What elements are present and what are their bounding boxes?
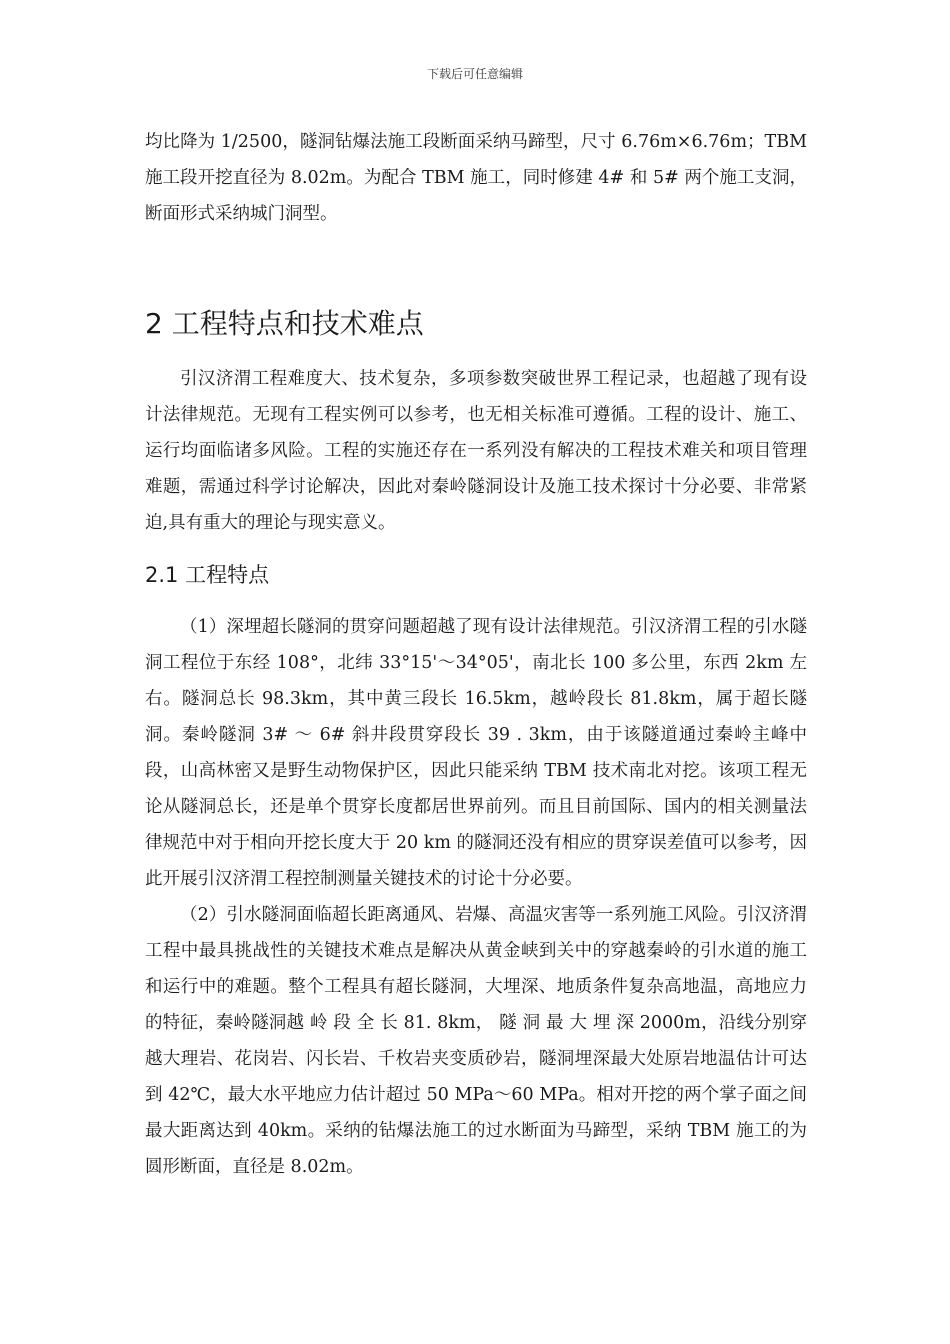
section-2-paragraph: 引汉济渭工程难度大、技术复杂，多项参数突破世界工程记录，也超越了现有设计法律规范。无现有工程实例可以参考，也无相关标准可遵循。工程的设计、施工、运行均面临诸多风险。工程的实施还存在一系列没有解决的工程技术难关和项目管理难题，需通过科学讨论解决，因此对秦岭隧洞设计及施工技术探讨十分必要、非常紧迫,具有重大的理论与现实意义。 [145,369,807,533]
page-header: 下载后可任意编辑 [426,67,523,81]
section-2-heading: 2 工程特点和技术难点 [145,307,424,340]
section-2-1-block [145,609,807,1185]
section-2-block [145,361,807,541]
section-2-1-heading: 2.1 工程特点 [145,563,270,587]
section-2-1-paragraph-2: （2）引水隧洞面临超长距离通风、岩爆、高温灾害等一系列施工风险。引汉济渭工程中最具挑战性的关键技术难点是解决从黄金峡到关中的穿越秦岭的引水道的施工和运行中的难题。整个工程具有超长隧洞，大埋深、地质条件复杂高地温，高地应力的特征，秦岭隧洞越 岭 段 全 长 81. 8km， 隧 洞 最 大 埋 深 2000m，沿线分别穿越大理岩、花岗岩、闪长岩、千枚岩夹变质砂岩，隧洞埋深最大处原岩地温估计可达到 42℃，最大水平地应力估计超过 50 MPa～60 MPa。相对开挖的两个掌子面之间最大距离达到 40km。采纳的钻爆法施工的过水断面为马蹄型，采纳 TBM 施工的为圆形断面，直径是 8.02m。 [145,905,807,1177]
section-2-1-paragraph-1: （1）深埋超长隧洞的贯穿问题超越了现有设计法律规范。引汉济渭工程的引水隧洞工程位于东经 108°，北纬 33°15'～34°05'，南北长 100 多公里，东西 2km 左右。隧洞总长 98.3km，其中黄三段长 16.5km，越岭段长 81.8km，属于超长隧洞。秦岭隧洞 3# ～ 6# 斜井段贯穿段长 39 . 3km，由于该隧道通过秦岭主峰中段，山高林密又是野生动物保护区，因此只能采纳 TBM 技术南北对挖。该项工程无论从隧洞总长，还是单个贯穿长度都居世界前列。而且目前国际、国内的相关测量法律规范中对于相向开挖长度大于 20 km 的隧洞还没有相应的贯穿误差值可以参考，因此开展引汉济渭工程控制测量关键技术的讨论十分必要。 [145,617,807,889]
intro-block [145,124,807,232]
intro-paragraph: 均比降为 1/2500，隧洞钻爆法施工段断面采纳马蹄型，尺寸 6.76m×6.76m；TBM 施工段开挖直径为 8.02m。为配合 TBM 施工，同时修建 4# 和 5# 两个施工支洞，断面形式采纳城门洞型。 [145,132,807,224]
